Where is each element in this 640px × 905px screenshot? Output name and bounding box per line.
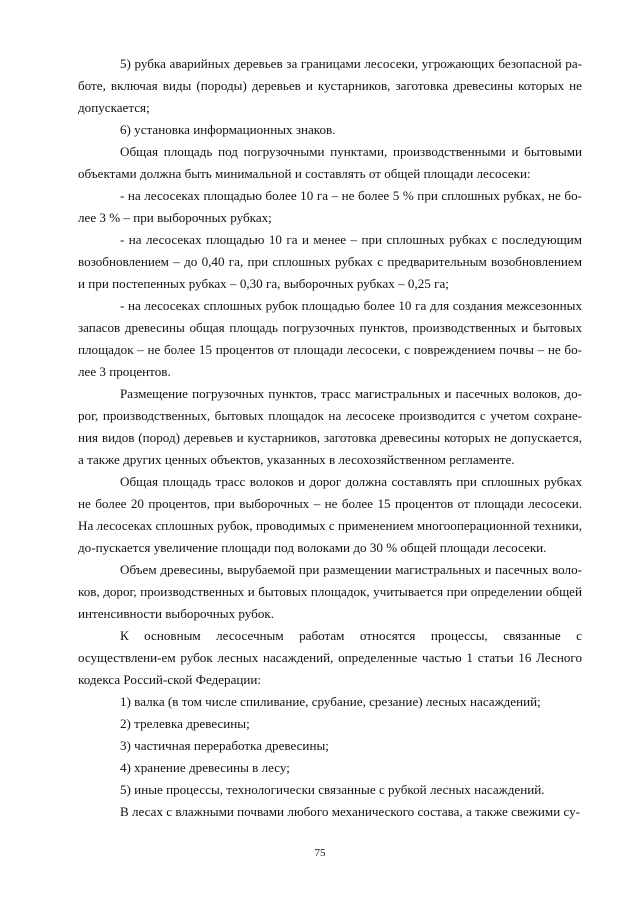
paragraph: 5) рубка аварийных деревьев за границами лесосеки, угрожающих безопасной ра-боте, включая виды (породы) деревьев и кустарников, заготовка древесины которых не допускается; <box>78 56 582 115</box>
paragraph: - на лесосеках сплошных рубок площадью более 10 га для создания межсезонных запасов древесины общая площадь погрузочных пунктов, производственных и бытовых площадок – не более 15 процентов от площади лесосеки, с повреждением почвы – не бо-лее 3 процентов. <box>78 298 582 379</box>
paragraph: 5) иные процессы, технологически связанные с рубкой лесных насаждений. <box>120 782 545 797</box>
paragraph: В лесах с влажными почвами любого механического состава, а также свежими су- <box>120 804 581 819</box>
paragraph: 3) частичная переработка древесины; <box>120 738 329 753</box>
paragraph: 1) валка (в том числе спиливание, срубание, срезание) лесных насаждений; <box>120 694 541 709</box>
paragraph: 2) трелевка древесины; <box>120 716 250 731</box>
page-body <box>78 53 582 823</box>
page-number: 75 <box>314 847 326 859</box>
paragraph: Размещение погрузочных пунктов, трасс магистральных и пасечных волоков, до-рог, производственных, бытовых площадок на лесосеке производится с учетом сохране-ния видов (пород) деревьев и кустарников, заготовка древесины которых не допускается, а также других ценных объектов, указанных в лесохозяйственном регламенте. <box>78 386 582 467</box>
paragraph: Объем древесины, вырубаемой при размещении магистральных и пасечных воло-ков, дорог, производственных и бытовых площадок, учитывается при определении общей интенсивности выборочных рубок. <box>78 562 582 621</box>
paragraph: 6) установка информационных знаков. <box>120 122 336 137</box>
paragraph: 4) хранение древесины в лесу; <box>120 760 290 775</box>
paragraph: Общая площадь трасс волоков и дорог должна составлять при сплошных рубках не более 20 процентов, при выборочных – не более 15 процентов от площади лесосеки. На лесосеках сплошных рубок, проводимых с применением многооперационной техники, до-пускается увеличение площади под волоками до 30 % общей площади лесосеки. <box>78 474 582 555</box>
paragraph: - на лесосеках площадью более 10 га – не более 5 % при сплошных рубках, не бо-лее 3 % – при выборочных рубках; <box>78 188 582 225</box>
paragraph: К основным лесосечным работам относятся процессы, связанные с осуществлени-ем рубок лесных насаждений, определенные частью 1 статьи 16 Лесного кодекса Россий-ской Федерации: <box>78 628 582 687</box>
paragraph: Общая площадь под погрузочными пунктами, производственными и бытовыми объектами должна быть минимальной и составлять от общей площади лесосеки: <box>78 144 582 181</box>
paragraph: - на лесосеках площадью 10 га и менее – при сплошных рубках с последующим возобновлением – до 0,40 га, при сплошных рубках с предварительным возобновлением и при постепенных рубках – 0,30 га, выборочных рубках – 0,25 га; <box>78 232 582 291</box>
